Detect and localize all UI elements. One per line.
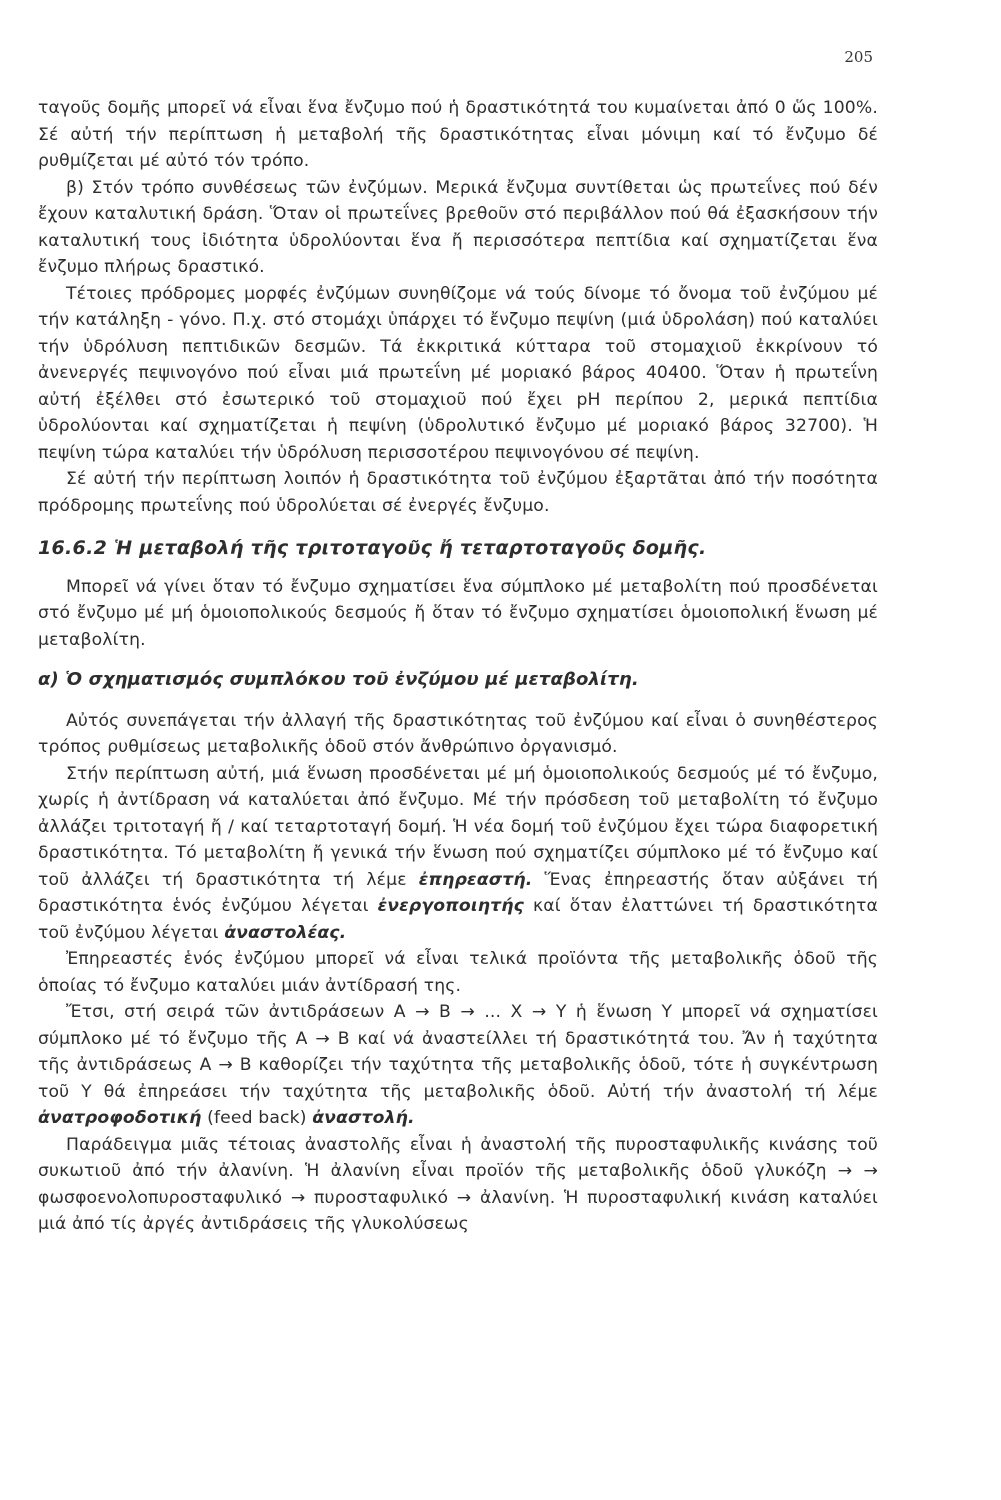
paragraph-6: Αὐτός συνεπάγεται τήν ἀλλαγή τῆς δραστικότητας τοῦ ἐνζύμου καί εἶναι ὁ συνηθέστερος τρόπος ρυθμίσεως μεταβολικῆς ὁδοῦ στόν ἄνθρώπινο ὀργανισμό. [38, 710, 878, 757]
paragraph-1: ταγοῦς δομῆς μπορεῖ νά εἶναι ἕνα ἔνζυμο πού ἡ δραστικότητά του κυμαίνεται ἀπό 0 ὥς 100%. Σέ αὐτή τήν περίπτωση ἡ μεταβολή τῆς δραστικότητας εἶναι μόνιμη καί τό ἔνζυμο δέ ρυθμίζεται μέ αὐτό τόν τρόπο. [38, 98, 878, 171]
section-heading: 16.6.2 Ἡ μεταβολή τῆς τριτοταγοῦς ἤ τεταρτοταγοῦς δομῆς. [38, 537, 707, 559]
paragraph-9 [38, 999, 878, 1132]
paragraph-5: Μπορεῖ νά γίνει ὅταν τό ἔνζυμο σχηματίσει ἕνα σύμπλοκο μέ μεταβολίτη πού προσδένεται στό ἔνζυμο μέ μή ὁμοιοπολικούς δεσμούς ἤ ὅταν τό ἔνζυμο σχηματίσει ὁμοιοπολική ἕνωση μέ μεταβολίτη. [38, 576, 878, 650]
term-effector: ἐπηρεαστή. [418, 869, 533, 890]
paragraph-3: Τέτοιες πρόδρομες μορφές ἐνζύμων συνηθίζομε νά τούς δίνομε τό ὄνομα τοῦ ἐνζύμου μέ τήν κατάληξη - γόνο. Π.χ. στό στομάχι ὑπάρχει τό ἔνζυμο πεψίνη (μιά ὑδρολάση) πού καταλύει τήν ὑδρόλυση πεπτιδικῶν δεσμῶν. Τά ἐκκριτικά κύτταρα τοῦ στομαχιοῦ ἐκκρίνουν τό ἀνενεργές πεψινογόνο πού εἶναι μιά πρωτεΐνη μέ μοριακό βάρος 40400. Ὅταν ἡ πρωτεΐνη αὐτή ἐξέλθει στό ἐσωτερικό τοῦ στομαχιοῦ πού ἔχει pH περίπου 2, μερικά πεπτίδια ὑδρολύονται καί σχηματίζεται ἡ πεψίνη (ὑδρολυτικό ἔνζυμο μέ μοριακό βάρος 32700). Ἡ πεψίνη τώρα καταλύει τήν ὑδρόλυση περισσοτέρου πεψινογόνου σέ πεψίνη. [38, 283, 878, 463]
term-inhibitor: ἀναστολέας. [224, 922, 347, 943]
paragraph-10: Παράδειγμα μιᾶς τέτοιας ἀναστολῆς εἶναι ἡ ἀναστολή τῆς πυροσταφυλικῆς κινάσης τοῦ συκωτιοῦ ἀπό τήν ἀλανίνη. Ἡ ἀλανίνη εἶναι προϊόν τῆς μεταβολικῆς ὁδοῦ γλυκόζη → → φωσφοενολοπυροσταφυλικό → πυροσταφυλικό → ἀλανίνη. Ἡ πυροσταφυλική κινάση καταλύει μιά ἀπό τίς ἀργές ἀντιδράσεις τῆς γλυκολύσεως [38, 1134, 878, 1234]
page-body [38, 95, 878, 1238]
paragraph-9-text-a: Ἔτσι, στή σειρά τῶν ἀντιδράσεων A → B → ... X → Y ἡ ἕνωση Y μπορεῖ νά σχηματίσει σύμπλοκο μέ τό ἔνζυμο τῆς A → B καί νά ἀναστείλλει τή δραστικότητά του. Ἄν ἡ ταχύτητα τῆς ἀντιδράσεως A → B καθορίζει τήν ταχύτητα τῆς μεταβολικῆς ὁδοῦ, τότε ἡ συγκέντρωση τοῦ Y θά ἐπηρεάσει τήν ταχύτητα τῆς μεταβολικῆς ὁδοῦ. Αὐτή τήν ἀναστολή τή λέμε [38, 1002, 878, 1102]
paragraph-8: Ἐπηρεαστές ἑνός ἐνζύμου μπορεῖ νά εἶναι τελικά προϊόντα τῆς μεταβολικῆς ὁδοῦ τῆς ὁποίας τό ἔνζυμο καταλύει μιάν ἀντίδρασή της. [38, 949, 878, 996]
paragraph-7-text-b: Ἕνας ἐπηρεαστής ὅταν αὐξάνει τή δραστικότητα ἑνός ἐνζύμου λέγεται [38, 869, 878, 916]
paragraph-2: β) Στόν τρόπο συνθέσεως τῶν ἐνζύμων. Μερικά ἔνζυμα συντίθεται ὡς πρωτεΐνες πού δέν ἔχουν καταλυτική δράση. Ὅταν οἱ πρωτεΐνες βρεθοῦν στό περιβάλλον πού θά ἐξασκήσουν τήν καταλυτική τους ἰδιότητα ὑδρολύονται ἕνα ἤ περισσότερα πεπτίδια καί σχηματίζεται ἕνα ἔνζυμο πλήρως δραστικό. [38, 177, 878, 277]
paragraph-7-text-c: καί ὅταν ἐλαττώνει τή δραστικότητα τοῦ ἐνζύμου λέγεται [38, 896, 878, 943]
page-number: 205 [844, 48, 873, 66]
paragraph-9-text-b: (feed back) [201, 1108, 313, 1128]
term-feedback: ἀνατροφοδοτική [38, 1108, 202, 1128]
paragraph-7-text-a: Στήν περίπτωση αὐτή, μιά ἕνωση προσδένεται μέ μή ὁμοιοπολικούς δεσμούς μέ τό ἔνζυμο, χωρίς ἡ ἀντίδραση νά καταλύεται ἀπό ἔνζυμο. Μέ τήν πρόσδεση τοῦ μεταβολίτη τό ἔνζυμο ἀλλάζει τριτοταγή ἤ / καί τεταρτοταγή δομή. Ἡ νέα δομή τοῦ ἐνζύμου ἔχει τώρα διαφορετική δραστικότητα. Τό μεταβολίτη ἤ γενικά τήν ἕνωση πού σχηματίζει σύμπλοκο μέ τό ἔνζυμο καί τοῦ ἀλλάζει τή δραστικότητα τή λέμε [38, 763, 878, 890]
term-inhibition: ἀναστολή. [312, 1108, 415, 1128]
term-activator: ἐνεργοποιητής [377, 896, 524, 916]
subsection-heading: α) Ὁ σχηματισμός συμπλόκου τοῦ ἐνζύμου μέ μεταβολίτη. [38, 669, 639, 690]
paragraph-4: Σέ αὐτή τήν περίπτωση λοιπόν ἡ δραστικότητα τοῦ ἐνζύμου ἐξαρτᾶται ἀπό τήν ποσότητα πρόδρομης πρωτεΐνης πού ὑδρολύεται σέ ἐνεργές ἔνζυμο. [38, 469, 878, 516]
paragraph-7 [38, 761, 878, 947]
